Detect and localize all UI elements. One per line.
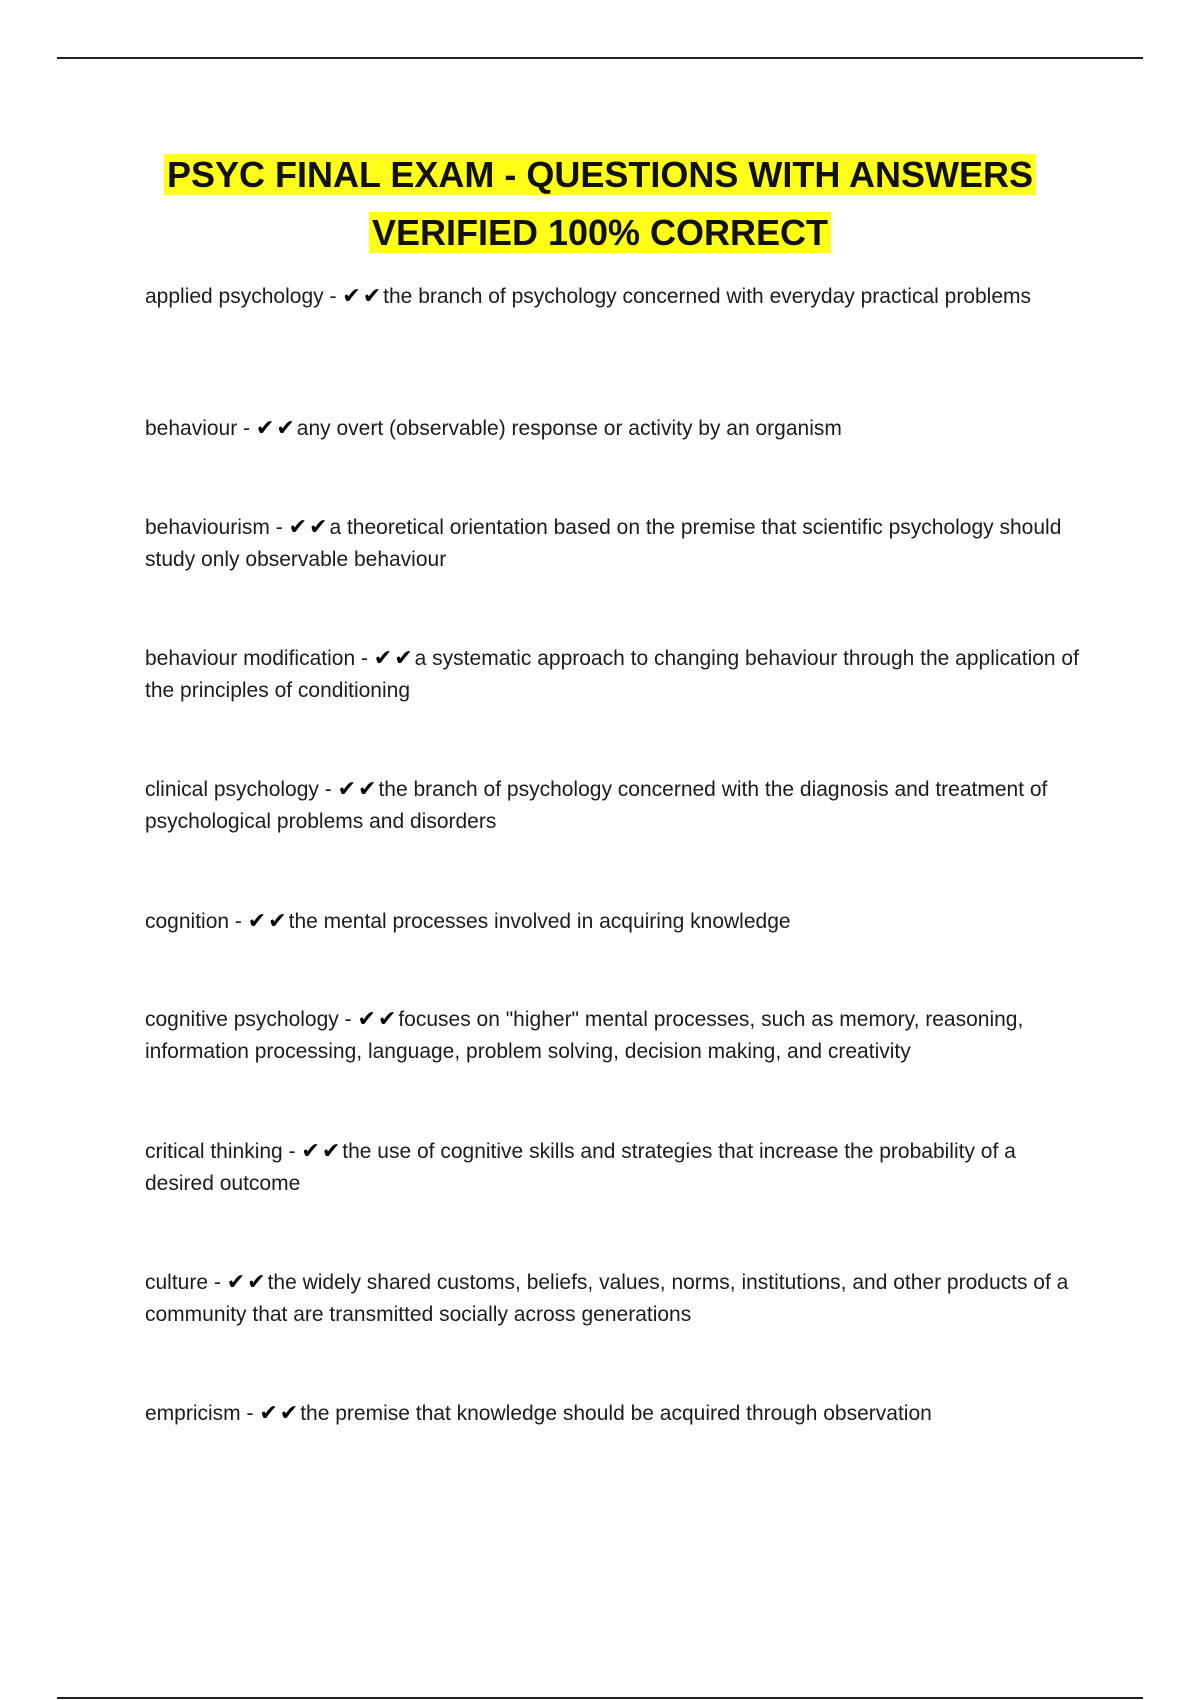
check-icon: ✔: [358, 776, 377, 801]
entry-term: applied psychology: [145, 285, 324, 308]
entry-definition: the premise that knowledge should be acquired through observation: [300, 1402, 932, 1425]
entry-definition: the use of cognitive skills and strategies that increase the probability of a desired outcome: [145, 1140, 1016, 1195]
check-icon: ✔: [394, 645, 413, 670]
entry-term: culture: [145, 1271, 209, 1294]
check-icon: ✔: [276, 415, 295, 440]
entry-definition: focuses on "higher" mental processes, such as memory, reasoning, information processing, language, problem solving, decision making, and creativity: [145, 1008, 1024, 1063]
entry-term: behaviour: [145, 417, 238, 440]
check-icon: ✔: [342, 283, 361, 308]
entry-term: cognitive psychology: [145, 1008, 339, 1031]
glossary-entry: empricism - ✔✔the premise that knowledge should be acquired through observation: [145, 1397, 1085, 1430]
check-icon: ✔: [321, 1138, 341, 1163]
title-line-2: VERIFIED 100% CORRECT: [369, 212, 831, 253]
glossary-entry: culture - ✔✔the widely shared customs, beliefs, values, norms, institutions, and other products of a community that are transmitted socially across generations: [145, 1266, 1085, 1331]
glossary-entry: clinical psychology - ✔✔the branch of psychology concerned with the diagnosis and treatment of psychological problems and disorders: [145, 773, 1085, 838]
check-icon: ✔: [247, 1269, 266, 1294]
glossary-entry: cognition - ✔✔the mental processes involved in acquiring knowledge: [145, 905, 1085, 938]
entry-term: behaviour modification: [145, 647, 356, 670]
entry-definition: any overt (observable) response or activity by an organism: [296, 417, 842, 440]
check-icon: ✔: [337, 776, 357, 801]
check-icon: ✔: [288, 514, 308, 539]
check-icon: ✔: [279, 1400, 299, 1425]
entry-definition: a systematic approach to changing behaviour through the application of the principles of conditioning: [145, 647, 1079, 702]
check-icon: ✔: [247, 908, 267, 933]
check-icon: ✔: [309, 514, 328, 539]
glossary-entry: critical thinking - ✔✔the use of cognitive skills and strategies that increase the probability of a desired outcome: [145, 1135, 1085, 1200]
check-icon: ✔: [362, 283, 382, 308]
top-rule: [57, 57, 1143, 59]
glossary-entry: behaviourism - ✔✔a theoretical orientation based on the premise that scientific psychology should study only observable behaviour: [145, 511, 1085, 576]
check-icon: ✔: [259, 1400, 278, 1425]
entry-definition: the mental processes involved in acquiring knowledge: [288, 910, 791, 933]
entry-definition: a theoretical orientation based on the premise that scientific psychology should study only observable behaviour: [145, 516, 1062, 571]
entry-definition: the widely shared customs, beliefs, values, norms, institutions, and other products of a community that are transmitted socially across generations: [145, 1271, 1069, 1326]
check-icon: ✔: [255, 415, 275, 440]
check-icon: ✔: [357, 1006, 376, 1031]
glossary-entry: behaviour - ✔✔any overt (observable) response or activity by an organism: [145, 412, 1085, 445]
entry-term: empricism: [145, 1402, 241, 1425]
entry-definition: the branch of psychology concerned with everyday practical problems: [383, 285, 1032, 308]
glossary-entry: applied psychology - ✔✔the branch of psychology concerned with everyday practical problems: [145, 280, 1085, 313]
check-icon: ✔: [268, 908, 287, 933]
check-icon: ✔: [377, 1006, 397, 1031]
check-icon: ✔: [301, 1138, 320, 1163]
check-icon: ✔: [373, 645, 393, 670]
entry-definition: the branch of psychology concerned with the diagnosis and treatment of psychological problems and disorders: [145, 778, 1048, 833]
check-icon: ✔: [226, 1269, 246, 1294]
entry-term: clinical psychology: [145, 778, 319, 801]
entry-term: behaviourism: [145, 516, 270, 539]
document-title: [0, 146, 1200, 262]
glossary-entry: cognitive psychology - ✔✔focuses on "higher" mental processes, such as memory, reasoning, information processing, language, problem solving, decision making, and creativity: [145, 1003, 1085, 1068]
entry-term: critical thinking: [145, 1140, 283, 1163]
glossary-entry: behaviour modification - ✔✔a systematic approach to changing behaviour through the application of the principles of conditioning: [145, 642, 1085, 707]
bottom-rule: [57, 1697, 1143, 1699]
entry-term: cognition: [145, 910, 230, 933]
title-line-1: PSYC FINAL EXAM - QUESTIONS WITH ANSWERS: [164, 154, 1036, 195]
